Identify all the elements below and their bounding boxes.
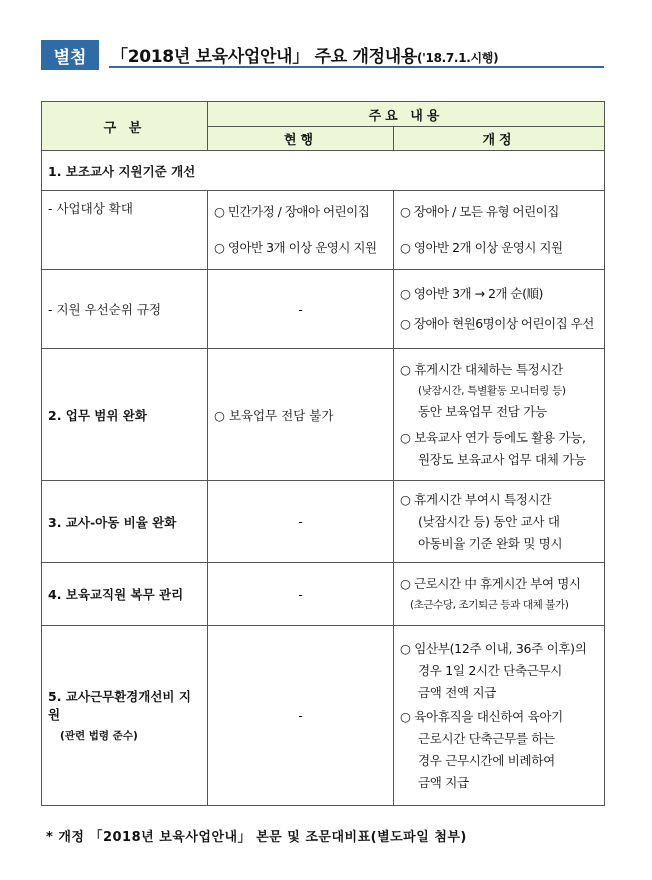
section4-revised xyxy=(394,563,605,626)
section3-current: - xyxy=(208,481,394,563)
list-item: 아동비율 기준 완화 및 명시 xyxy=(418,535,563,551)
title-effective-date: ('18.7.1.시행) xyxy=(416,51,499,65)
list-item: 금액 전액 지급 xyxy=(418,684,496,700)
list-item: (낮잠시간, 특별활동 모니터링 등) xyxy=(418,384,566,397)
section4-current: - xyxy=(208,563,394,626)
list-item: ○ 영아반 3개 → 2개 순(順) xyxy=(400,286,543,301)
table-row xyxy=(42,270,605,349)
section5-category-title: 5. 교사근무환경개선비 지원 xyxy=(48,688,191,722)
attachment-badge: 별첨 xyxy=(41,40,99,70)
list-item: ○ 휴게시간 부여시 특정시간 xyxy=(400,491,552,507)
list-item: ○ 영아반 2개 이상 운영시 지원 xyxy=(400,240,563,255)
table-row xyxy=(42,481,605,563)
list-item: ○ 휴게시간 대체하는 특정시간 xyxy=(400,361,563,377)
list-item: 금액 지급 xyxy=(418,774,469,790)
list-item: ○ 장애아 현원6명이상 어린이집 우선 xyxy=(400,316,594,331)
table-row xyxy=(42,563,605,626)
table-row xyxy=(42,151,605,191)
section1-row2-revised xyxy=(394,270,605,349)
title-text: 「2018년 보육사업안내」 주요 개정내용 xyxy=(111,47,417,67)
header-main-content: 주요 내용 xyxy=(208,102,605,127)
section1-row1-current xyxy=(208,191,394,270)
list-item: ○ 영아반 3개 이상 운영시 지원 xyxy=(214,240,377,255)
section5-revised xyxy=(394,626,605,806)
list-item: ○ 육아휴직을 대신하여 육아기 xyxy=(400,708,563,724)
list-item: 경우 근무시간에 비례하여 xyxy=(418,752,555,768)
header-current: 현행 xyxy=(208,127,394,151)
list-item: ○ 장애아 / 모든 유형 어린이집 xyxy=(400,204,559,219)
section1-row1-revised xyxy=(394,191,605,270)
footnote: * 개정 「2018년 보육사업안내」 본문 및 조문대비표(별도파일 첨부) xyxy=(46,830,467,845)
section3-revised xyxy=(394,481,605,563)
section5-category-note: (관련 법령 준수) xyxy=(60,729,138,742)
table-header-row xyxy=(42,102,605,127)
header-category: 구 분 xyxy=(42,102,208,151)
revision-table xyxy=(41,101,605,806)
table-row xyxy=(42,191,605,270)
section2-current: ○ 보육업무 전담 불가 xyxy=(208,349,394,481)
list-item: 근로시간 단축근무를 하는 xyxy=(418,730,555,746)
list-item: (초근수당, 조기퇴근 등과 대체 불가) xyxy=(410,599,569,611)
section2-category: 2. 업무 범위 완화 xyxy=(42,349,208,481)
section1-row2-current: - xyxy=(208,270,394,349)
header-revised: 개정 xyxy=(394,127,605,151)
list-item: (낮잠시간 등) 동안 교사 대 xyxy=(418,513,560,529)
section4-category: 4. 보육교직원 복무 관리 xyxy=(42,563,208,626)
table-row xyxy=(42,626,605,806)
list-item: ○ 임산부(12주 이내, 36주 이후)의 xyxy=(400,640,587,656)
document-title xyxy=(111,42,498,67)
list-item: 경우 1일 2시간 단축근무시 xyxy=(418,662,563,678)
section1-row1-category: - 사업대상 확대 xyxy=(42,191,208,270)
table-row xyxy=(42,349,605,481)
section5-category xyxy=(42,626,208,806)
list-item: ○ 근로시간 中 휴게시간 부여 명시 xyxy=(400,576,581,591)
list-item: ○ 민간가정 / 장애아 어린이집 xyxy=(214,204,370,219)
title-underline xyxy=(109,66,604,68)
document-header xyxy=(41,40,604,70)
section1-title: 1. 보조교사 지원기준 개선 xyxy=(42,151,208,191)
section1-row2-category: - 지원 우선순위 규정 xyxy=(42,270,208,349)
list-item: ○ 보육교사 연가 등에도 활용 가능, xyxy=(400,429,586,445)
section2-revised xyxy=(394,349,605,481)
section5-current: - xyxy=(208,626,394,806)
section3-category: 3. 교사-아동 비율 완화 xyxy=(42,481,208,563)
list-item: 원장도 보육교사 업무 대체 가능 xyxy=(418,451,586,467)
list-item: 동안 보육업무 전담 가능 xyxy=(418,403,547,419)
